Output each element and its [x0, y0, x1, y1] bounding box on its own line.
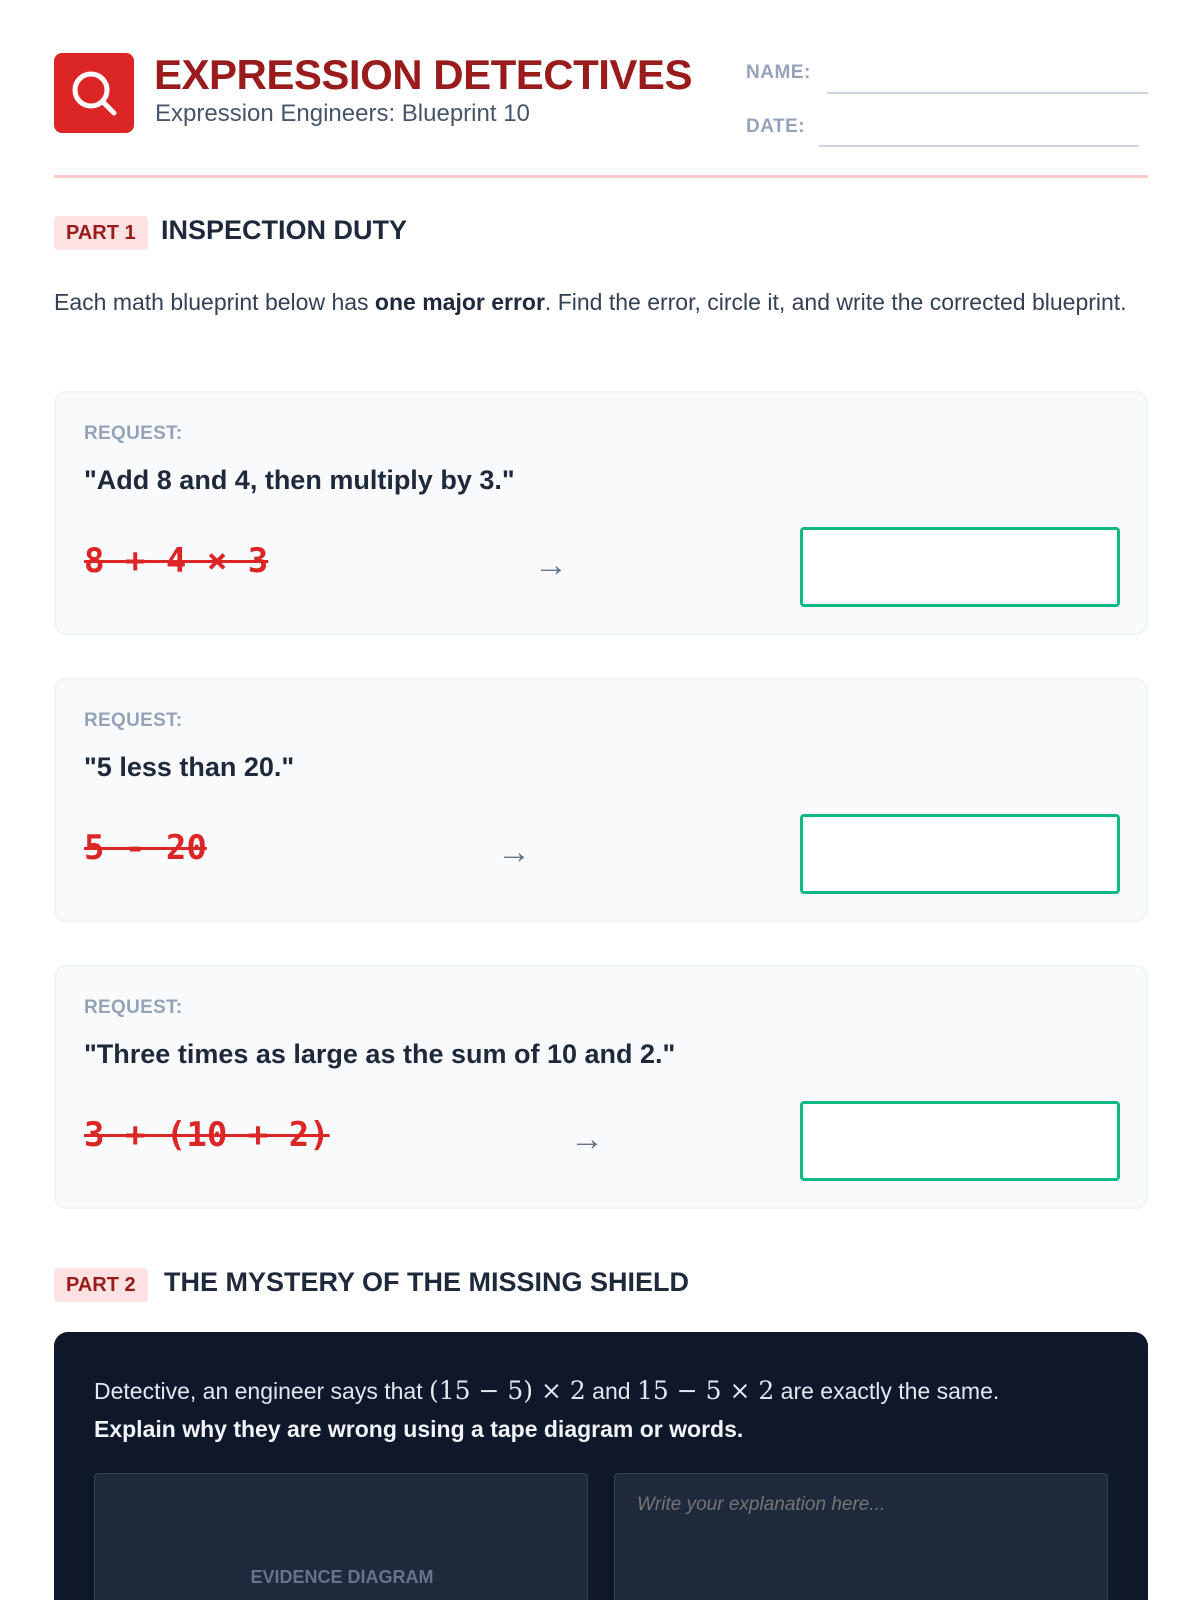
problem-card-1	[54, 391, 1148, 635]
evidence-diagram-label: EVIDENCE DIAGRAM	[250, 1567, 434, 1587]
problem-card-2	[54, 678, 1148, 922]
request-text: "5 less than 20."	[84, 752, 295, 782]
request-text: "Three times as large as the sum of 10 and 2."	[84, 1039, 676, 1069]
math-expression-1: (15 − 5) × 2	[428, 1376, 586, 1405]
mystery-text-pre: Detective, an engineer says that	[94, 1378, 429, 1404]
evidence-diagram-area[interactable]	[94, 1473, 588, 1600]
part1-title: INSPECTION DUTY	[161, 215, 408, 245]
problem-card-3	[54, 965, 1148, 1209]
math-expression-2: 15 − 5 × 2	[636, 1376, 775, 1405]
mystery-instruction: Explain why they are wrong using a tape diagram or words.	[94, 1416, 744, 1442]
mystery-text-mid: and	[585, 1378, 637, 1404]
request-text: "Add 8 and 4, then multiply by 3."	[84, 465, 515, 495]
instructions-bold: one major error	[374, 289, 545, 315]
page-subtitle: Expression Engineers: Blueprint 10	[155, 100, 530, 127]
mystery-prompt	[94, 1372, 1104, 1448]
wrong-expression: 8 + 4 × 3	[84, 541, 269, 581]
arrow-right-icon: →	[497, 833, 531, 871]
answer-input-3[interactable]	[800, 1101, 1120, 1181]
wrong-expression: 3 + (10 + 2)	[84, 1115, 330, 1155]
part2-title: THE MYSTERY OF THE MISSING SHIELD	[164, 1267, 690, 1297]
logo	[54, 53, 134, 133]
instructions-text-post: . Find the error, circle it, and write the corrected blueprint.	[544, 289, 1127, 315]
mystery-text-post: are exactly the same.	[774, 1378, 1000, 1404]
wrong-expression: 5 - 20	[84, 828, 207, 868]
page-title: EXPRESSION DETECTIVES	[154, 51, 692, 98]
request-label: REQUEST:	[84, 997, 183, 1018]
arrow-right-icon: →	[570, 1120, 604, 1158]
name-label: NAME:	[746, 62, 811, 83]
name-field[interactable]	[827, 92, 1148, 94]
part1-badge: PART 1	[54, 216, 148, 250]
answer-input-2[interactable]	[800, 814, 1120, 894]
request-label: REQUEST:	[84, 423, 183, 444]
worksheet-header	[54, 53, 1148, 178]
part1-instructions	[54, 285, 1148, 319]
arrow-right-icon: →	[534, 546, 568, 584]
request-label: REQUEST:	[84, 710, 183, 731]
answer-input-1[interactable]	[800, 527, 1120, 607]
search-icon	[68, 67, 120, 119]
instructions-text-pre: Each math blueprint below has	[54, 289, 375, 315]
explanation-input[interactable]	[614, 1473, 1108, 1600]
date-label: DATE:	[746, 116, 806, 137]
mystery-panel	[54, 1332, 1148, 1600]
date-field[interactable]	[819, 145, 1139, 147]
part2-badge: PART 2	[54, 1268, 148, 1302]
worksheet-page	[54, 0, 1148, 1600]
